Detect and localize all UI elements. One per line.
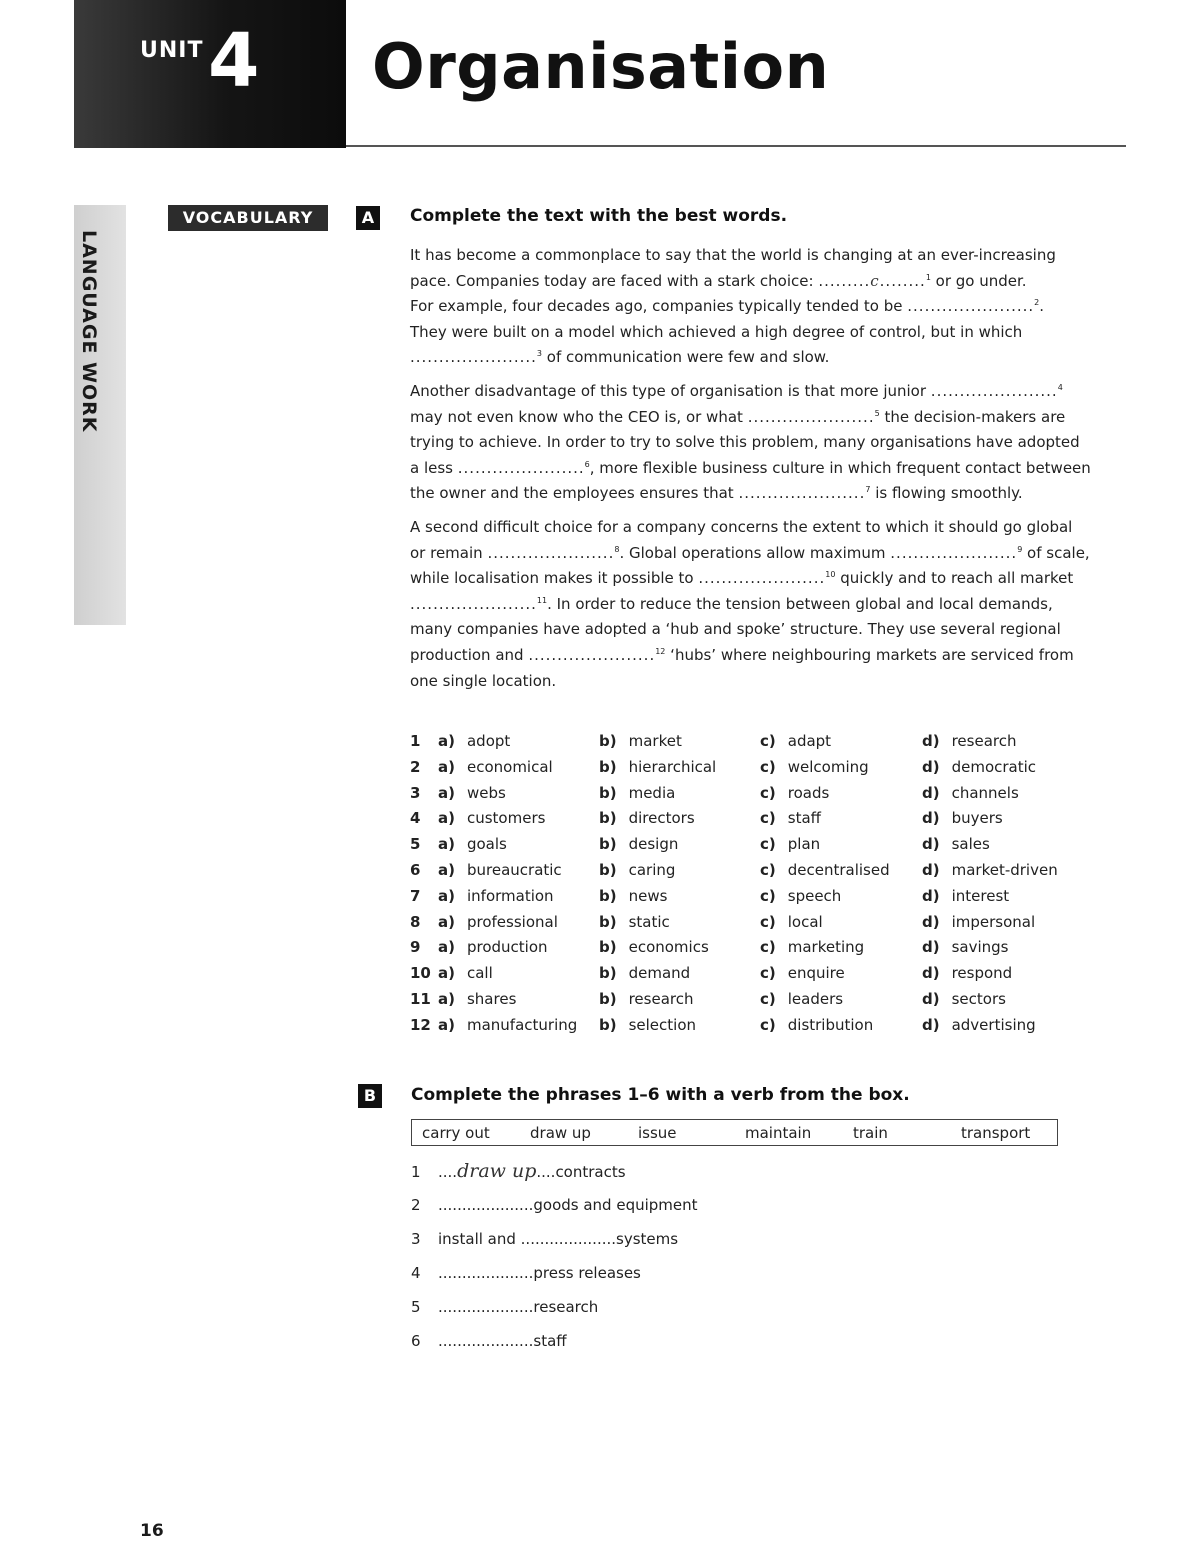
option-text: decentralised (787, 860, 890, 879)
option-text: local (787, 912, 823, 931)
option-text: channels (951, 783, 1019, 802)
phrase-text: research (533, 1298, 599, 1316)
option-letter: c) (760, 783, 776, 802)
option-number: 9 (410, 938, 421, 957)
option-text: research (628, 989, 694, 1008)
option-choice[interactable] (922, 807, 1003, 829)
option-choice[interactable] (760, 859, 890, 881)
option-letter: b) (599, 938, 617, 957)
option-choice[interactable] (922, 833, 990, 855)
option-choice[interactable] (599, 859, 675, 881)
option-choice[interactable] (922, 911, 1035, 933)
option-text: research (951, 732, 1017, 750)
option-text: static (628, 912, 670, 931)
option-choice[interactable] (438, 730, 510, 752)
phrase-text: contracts (555, 1163, 626, 1181)
exercise-a-badge: A (356, 206, 380, 230)
option-letter: d) (922, 732, 940, 750)
word-box-item: train (853, 1124, 888, 1142)
option-text: advertising (951, 1015, 1036, 1034)
option-text: interest (951, 886, 1010, 905)
option-choice[interactable] (599, 988, 694, 1010)
page-number: 16 (140, 1521, 164, 1541)
option-text: speech (787, 886, 842, 905)
option-text: shares (466, 989, 517, 1008)
phrase-item (411, 1156, 698, 1190)
option-letter: a) (438, 835, 455, 854)
option-letter: a) (438, 886, 455, 905)
word-box-item: draw up (530, 1124, 591, 1142)
option-choice[interactable] (438, 988, 516, 1010)
phrase-gap[interactable]: .................... (438, 1196, 534, 1214)
gap-11[interactable]: ...................... (410, 594, 537, 613)
option-text: production (466, 938, 548, 957)
option-choice[interactable] (599, 885, 667, 907)
option-choice[interactable] (922, 756, 1036, 778)
option-choice[interactable] (760, 833, 820, 855)
option-letter: d) (922, 989, 940, 1008)
option-choice[interactable] (438, 962, 493, 984)
option-letter: b) (599, 912, 617, 931)
option-text: staff (787, 809, 821, 828)
option-choice[interactable] (438, 859, 562, 881)
option-letter: c) (760, 835, 776, 854)
option-text: news (628, 886, 668, 905)
option-number: 11 (410, 989, 431, 1008)
option-choice[interactable] (599, 911, 670, 933)
option-letter: b) (599, 1015, 617, 1034)
option-text: market-driven (951, 860, 1058, 879)
option-choice[interactable] (438, 885, 554, 907)
option-letter: c) (760, 757, 776, 776)
option-choice[interactable] (438, 1014, 577, 1036)
phrase-text: press releases (533, 1264, 641, 1282)
option-choice[interactable] (760, 782, 829, 804)
phrase-text: staff (533, 1332, 567, 1350)
option-letter: d) (922, 809, 940, 828)
phrase-item (411, 1224, 698, 1258)
option-letter: d) (922, 783, 940, 802)
option-text: professional (466, 912, 558, 931)
option-number: 5 (410, 835, 421, 854)
option-text: goals (466, 835, 507, 854)
option-letter: b) (599, 809, 617, 828)
exercise-a-instruction: Complete the text with the best words. (410, 206, 788, 226)
option-letter: c) (760, 912, 776, 931)
option-letter: d) (922, 860, 940, 879)
gap-8[interactable]: ...................... (487, 543, 615, 562)
option-letter: c) (760, 809, 776, 828)
option-letter: a) (438, 860, 455, 879)
gap-10[interactable]: ...................... (698, 569, 826, 588)
option-choice[interactable] (599, 756, 716, 778)
handwritten-answer: c (870, 271, 880, 290)
option-choice[interactable] (438, 911, 558, 933)
option-letter: c) (760, 1015, 776, 1034)
option-text: caring (628, 860, 676, 879)
option-letter: a) (438, 989, 455, 1008)
option-text: design (628, 835, 679, 854)
option-text: marketing (787, 938, 865, 957)
option-letter: d) (922, 912, 940, 931)
option-choice[interactable] (922, 936, 1009, 958)
passage-paragraph-2: Another disadvantage of this type of organisation is that more junior ......................$^4$ may not even know who the CEO is, or what ......................$^5$ the decision-makers are trying to achieve. In order to try to solve this problem, many organisations have adopted a less ......................$^6$, more flexible business culture in which frequent contact between the owner and the employees ensures that ......................$^7$ is flowing smoothly. (410, 381, 1091, 503)
phrase-text: goods and equipment (533, 1196, 698, 1214)
option-text: roads (787, 783, 830, 802)
option-choice[interactable] (760, 885, 841, 907)
option-letter: a) (438, 912, 455, 931)
option-text: customers (466, 809, 546, 828)
option-choice[interactable] (599, 833, 678, 855)
option-choice[interactable] (760, 936, 864, 958)
passage-paragraph-1: It has become a commonplace to say that the world is changing at an ever-increasing pace. Companies today are faced with a stark choice: .........c........$^1$ or go under. For example, four decades ago, companies typically tended to be ......................$^2$. They were built on a model which achieved a high degree of control, but in which ......................$^3$ of communication were few and slow. (410, 246, 1056, 367)
option-choice[interactable] (438, 936, 548, 958)
option-text: economical (466, 757, 553, 776)
section-label: VOCABULARY (168, 205, 328, 231)
phrase-gap[interactable]: .................... (438, 1264, 534, 1282)
option-text: sales (951, 835, 990, 854)
option-choice[interactable] (599, 962, 690, 984)
phrase-text: systems (616, 1230, 679, 1248)
option-letter: a) (438, 964, 455, 983)
option-choice[interactable] (760, 988, 843, 1010)
option-letter: d) (922, 1015, 940, 1034)
option-text: distribution (787, 1015, 874, 1034)
word-box-item: carry out (422, 1124, 490, 1142)
option-text: market (628, 732, 682, 750)
option-choice[interactable] (599, 782, 675, 804)
option-choice[interactable] (760, 730, 831, 752)
option-number: 8 (410, 912, 421, 931)
phrase-item (411, 1326, 698, 1360)
exercise-b-badge: B (358, 1084, 382, 1108)
option-letter: b) (599, 989, 617, 1008)
option-text: manufacturing (466, 1015, 578, 1034)
option-letter: b) (599, 860, 617, 879)
phrase-number: 1 (411, 1163, 421, 1181)
exercise-b-instruction: Complete the phrases 1–6 with a verb from the box. (411, 1085, 910, 1105)
option-text: information (466, 886, 554, 905)
exercise-a-passage (410, 243, 1090, 702)
option-letter: a) (438, 1015, 455, 1034)
option-choice[interactable] (922, 988, 1006, 1010)
gap-6[interactable]: ...................... (457, 458, 585, 477)
option-choice[interactable] (760, 1014, 873, 1036)
option-letter: b) (599, 835, 617, 854)
word-box-item: issue (638, 1124, 677, 1142)
option-choice[interactable] (760, 962, 845, 984)
option-text: webs (466, 783, 506, 802)
option-letter: a) (438, 809, 455, 828)
exercise-b-phrases (411, 1156, 698, 1360)
option-text: impersonal (951, 912, 1036, 931)
word-box-item: transport (961, 1124, 1031, 1142)
option-text: buyers (951, 809, 1003, 828)
option-choice[interactable] (760, 756, 869, 778)
option-choice[interactable] (438, 833, 507, 855)
option-letter: a) (438, 757, 455, 776)
option-letter: c) (760, 938, 776, 957)
option-letter: c) (760, 860, 776, 879)
word-box-item: maintain (745, 1124, 812, 1142)
option-number: 1 (410, 732, 421, 750)
passage-paragraph-3: A second difficult choice for a company concerns the extent to which it should go global or remain ......................$^8$. Global operations allow maximum ......................$^9$ of scale, while localisation makes it possible to ......................$^{10}$ quickly and to reach all market ......................$^{11}$. In order to reduce the tension between global and local demands, many companies have adopted a ‘hub and spoke’ structure. They use several regional production and ......................$^{12}$ ‘hubs’ where neighbouring markets are serviced from one single location. (410, 517, 1090, 690)
phrase-gap[interactable]: .................... (520, 1230, 617, 1248)
option-letter: a) (438, 783, 455, 802)
option-text: selection (628, 1015, 697, 1034)
option-number: 7 (410, 886, 421, 905)
gap-3[interactable]: ...................... (410, 348, 537, 367)
gap-5[interactable]: ...................... (747, 407, 875, 426)
option-text: bureaucratic (466, 860, 562, 879)
handwritten-answer: draw up (457, 1160, 537, 1182)
gap-1[interactable]: .........c........ (818, 271, 926, 290)
option-text: directors (628, 809, 695, 828)
option-text: media (628, 783, 676, 802)
option-choice[interactable] (438, 756, 553, 778)
option-choice[interactable] (760, 807, 821, 829)
option-choice[interactable] (922, 1014, 1036, 1036)
option-choice[interactable] (599, 730, 682, 752)
gap-2[interactable]: ...................... (907, 297, 1035, 316)
unit-label: UNIT (140, 38, 204, 63)
phrase-number: 4 (411, 1264, 421, 1282)
phrase-number: 6 (411, 1332, 421, 1350)
option-text: sectors (951, 989, 1006, 1008)
option-text: call (466, 964, 493, 983)
option-letter: a) (438, 938, 455, 957)
header-divider (346, 145, 1126, 147)
option-choice[interactable] (438, 782, 506, 804)
side-label: LANGUAGE WORK (78, 230, 100, 433)
option-choice[interactable] (922, 782, 1019, 804)
option-letter: c) (760, 989, 776, 1008)
option-letter: c) (760, 886, 776, 905)
option-letter: b) (599, 732, 617, 750)
option-text: hierarchical (628, 757, 717, 776)
option-text: leaders (787, 989, 844, 1008)
option-number: 6 (410, 860, 421, 879)
option-choice[interactable] (438, 807, 545, 829)
option-letter: d) (922, 938, 940, 957)
option-text: adopt (466, 732, 511, 750)
option-text: welcoming (787, 757, 869, 776)
phrase-number: 2 (411, 1196, 421, 1214)
option-number: 3 (410, 783, 421, 802)
gap-12[interactable]: ...................... (528, 645, 656, 664)
option-letter: d) (922, 886, 940, 905)
option-letter: d) (922, 964, 940, 983)
option-text: economics (628, 938, 709, 957)
option-choice[interactable] (922, 859, 1058, 881)
option-number: 4 (410, 809, 421, 828)
option-letter: a) (438, 732, 455, 750)
option-text: plan (787, 835, 821, 854)
option-text: enquire (787, 964, 845, 983)
phrase-item (411, 1292, 698, 1326)
option-text: demand (628, 964, 691, 983)
phrase-number: 5 (411, 1298, 421, 1316)
page-title: Organisation (372, 30, 830, 103)
word-box (411, 1119, 1058, 1146)
unit-number: 4 (208, 18, 260, 104)
option-letter: c) (760, 964, 776, 983)
phrase-gap[interactable]: .................... (438, 1332, 534, 1350)
option-letter: b) (599, 964, 617, 983)
phrase-prefix: install and (438, 1230, 521, 1248)
option-choice[interactable] (599, 936, 709, 958)
option-letter: c) (760, 732, 776, 750)
option-choice[interactable] (760, 911, 823, 933)
gap-7[interactable]: ...................... (738, 484, 866, 503)
option-text: democratic (951, 757, 1037, 776)
phrase-gap[interactable]: ....draw up.... (438, 1160, 556, 1182)
option-choice[interactable] (922, 962, 1012, 984)
option-choice[interactable] (599, 807, 695, 829)
option-choice[interactable] (922, 730, 1017, 752)
option-choice[interactable] (599, 1014, 696, 1036)
phrase-gap[interactable]: .................... (438, 1298, 534, 1316)
option-text: savings (951, 938, 1009, 957)
option-text: adapt (787, 732, 832, 750)
option-letter: d) (922, 757, 940, 776)
option-letter: b) (599, 886, 617, 905)
option-number: 12 (410, 1015, 431, 1034)
option-number: 10 (410, 964, 431, 983)
gap-4[interactable]: ...................... (930, 381, 1058, 400)
option-number: 2 (410, 757, 421, 776)
option-choice[interactable] (922, 885, 1009, 907)
option-letter: d) (922, 835, 940, 854)
option-letter: b) (599, 757, 617, 776)
option-letter: b) (599, 783, 617, 802)
gap-9[interactable]: ...................... (890, 543, 1018, 562)
phrase-item (411, 1258, 698, 1292)
phrase-item (411, 1190, 698, 1224)
phrase-number: 3 (411, 1230, 421, 1248)
option-text: respond (951, 964, 1013, 983)
